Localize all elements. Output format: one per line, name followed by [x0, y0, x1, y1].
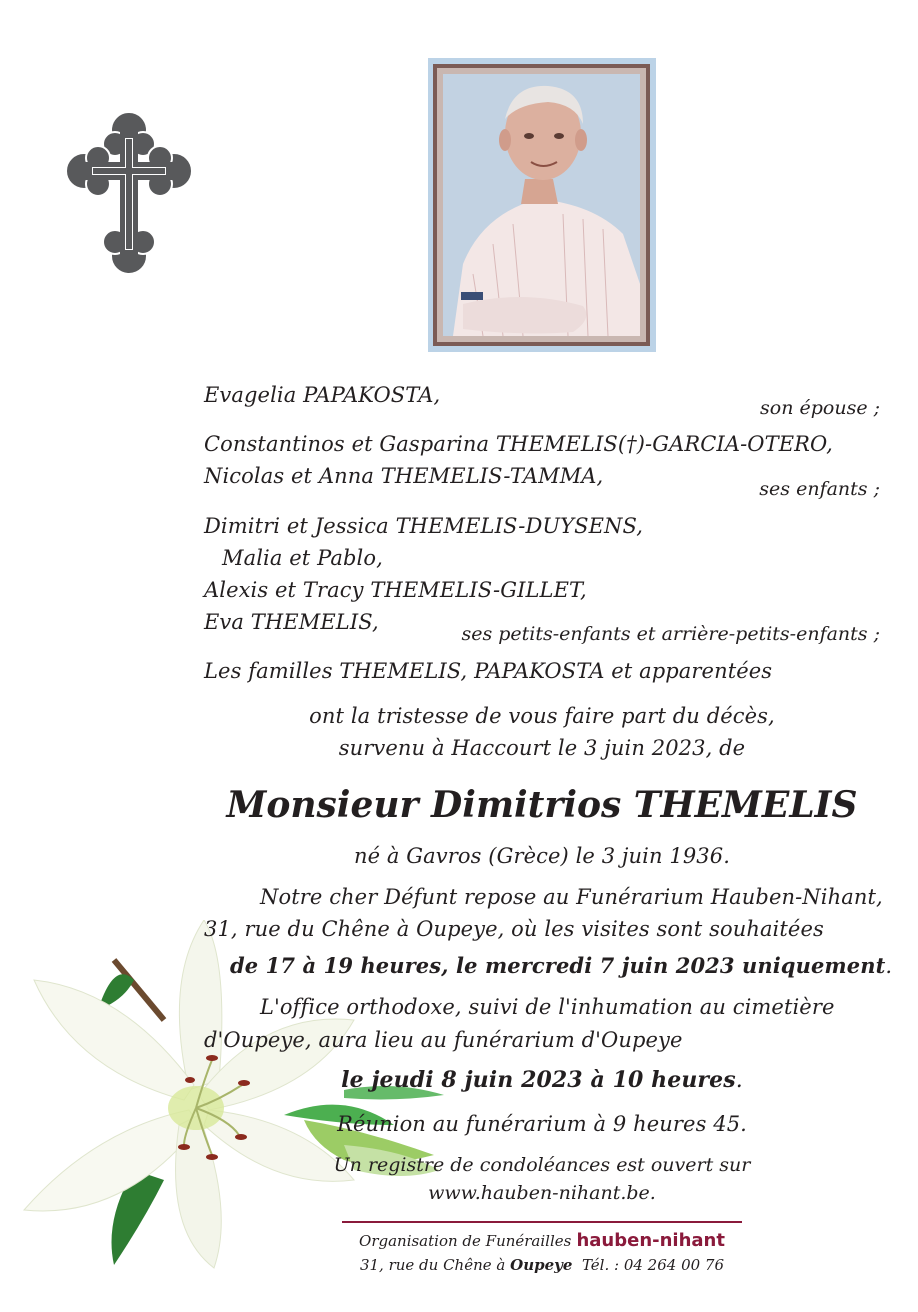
ceremony-end: . — [735, 1068, 743, 1093]
deceased-birth: né à Gavros (Grèce) le 3 juin 1936. — [353, 844, 731, 868]
visits-schedule: de 17 à 19 heures, le mercredi 7 juin 2023 uniquement — [230, 953, 886, 978]
condolences-website: www.hauben-nihant.be. — [428, 1182, 656, 1204]
ceremony-reunion: Réunion au funérarium à 9 heures 45. — [337, 1112, 747, 1136]
family-line-child-2: Nicolas et Anna THEMELIS-TAMMA, — [204, 464, 604, 488]
family-line-grandchild-1: Dimitri et Jessica THEMELIS-DUYSENS, — [204, 514, 644, 538]
relation-spouse: son épouse ; — [760, 397, 880, 419]
visits-line-2: 31, rue du Chêne à Oupeye, où les visites sont souhaitées — [204, 917, 824, 941]
relation-grandchildren: ses petits-enfants et arrière-petits-enfants ; — [461, 623, 880, 645]
family-line-great-grandchildren: Malia et Pablo, — [222, 546, 383, 570]
ceremony-line-2: d'Oupeye, aura lieu au funérarium d'Oupeye — [204, 1028, 683, 1052]
footer-divider — [342, 1221, 742, 1223]
footer-brand-logo: hauben-nihant — [576, 1230, 725, 1251]
footer-address — [300, 1256, 784, 1274]
family-line-spouse: Evagelia PAPAKOSTA, — [204, 383, 441, 407]
family-line-families: Les familles THEMELIS, PAPAKOSTA et apparentées — [204, 659, 773, 683]
family-line-child-1: Constantinos et Gasparina THEMELIS(†)-GARCIA-OTERO, — [204, 432, 833, 456]
announcement-line-2: survenu à Haccourt le 3 juin 2023, de — [338, 736, 746, 760]
footer-org-label: Organisation de Funérailles — [359, 1232, 572, 1250]
announcement-line-1: ont la tristesse de vous faire part du décès, — [309, 704, 775, 728]
ceremony-line-1: L'office orthodoxe, suivi de l'inhumation au cimetière — [260, 995, 835, 1019]
footer-organisation — [300, 1230, 784, 1251]
relation-children: ses enfants ; — [759, 478, 880, 500]
cross-icon — [64, 108, 194, 278]
deceased-name: Monsieur Dimitrios THEMELIS — [226, 784, 858, 826]
footer-phone: Tél. : 04 264 00 76 — [581, 1256, 725, 1274]
footer-address-city: Oupeye — [510, 1256, 573, 1274]
visits-end: . — [885, 954, 893, 978]
ceremony-line-3 — [200, 1067, 884, 1093]
visits-line-3 — [230, 953, 892, 978]
footer-address-prefix: 31, rue du Chêne à — [359, 1256, 506, 1274]
family-line-grandchild-2: Alexis et Tracy THEMELIS-GILLET, — [204, 578, 587, 602]
condolences-line: Un registre de condoléances est ouvert sur — [333, 1154, 751, 1176]
portrait-photo — [443, 74, 640, 336]
visits-line-1: Notre cher Défunt repose au Funérarium Hauben-Nihant, — [260, 885, 883, 909]
family-line-grandchild-3: Eva THEMELIS, — [204, 610, 379, 634]
ceremony-datetime: le jeudi 8 juin 2023 à 10 heures — [341, 1067, 736, 1093]
